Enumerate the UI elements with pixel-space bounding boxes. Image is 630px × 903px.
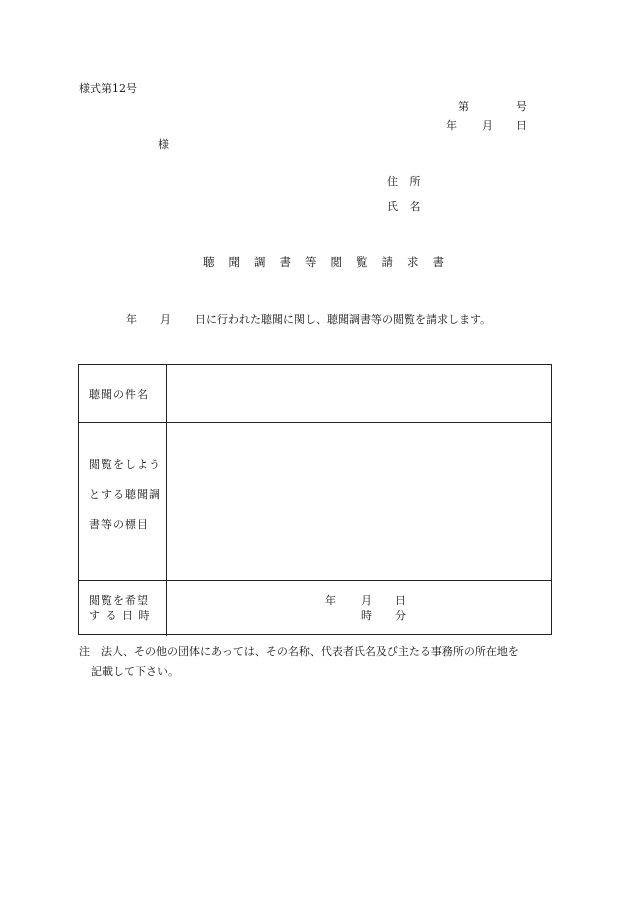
title-char: 書	[432, 255, 444, 269]
label-cell	[79, 581, 167, 636]
addressee-suffix: 様	[158, 138, 169, 151]
request-form-table	[78, 364, 552, 635]
title-char: 請	[381, 255, 393, 269]
datetime-year: 年	[325, 594, 336, 607]
doc-number-go: 号	[516, 100, 527, 113]
date-year: 年	[446, 119, 457, 132]
address-label: 住 所	[387, 175, 425, 188]
date-day: 日	[516, 119, 527, 132]
title-char: 閲	[330, 255, 342, 269]
form-number: 様式第12号	[79, 82, 137, 95]
note-line-2: 記載して下さい。	[91, 665, 179, 678]
label-cell	[79, 423, 167, 580]
datetime-minute: 分	[395, 609, 406, 622]
note-line-1: 注 法人、その他の団体にあっては、その名称、代表者氏名及び主たる事務所の所在地を	[79, 645, 519, 658]
desired-datetime-label-line: 閲覧を希望	[89, 594, 149, 607]
document-titles-label-line: とする聴聞調	[89, 488, 161, 501]
document-titles-label-line: 書等の標目	[89, 518, 149, 531]
case-name-label: 聴聞の件名	[89, 388, 149, 401]
label-cell	[79, 365, 167, 422]
title-char: 覧	[356, 255, 368, 269]
date-month: 月	[482, 119, 493, 132]
doc-number-dai: 第	[458, 100, 469, 113]
table-row-desired-datetime	[79, 581, 551, 636]
datetime-month: 月	[361, 594, 372, 607]
request-sentence: 日に行われた聴聞に関し、聴聞調書等の閲覧を請求します。	[195, 313, 492, 326]
request-year: 年	[126, 313, 137, 326]
document-titles-label-line: 閲覧をしよう	[89, 458, 161, 471]
title-char: 等	[305, 255, 317, 269]
table-row-case-name	[79, 365, 551, 423]
table-row-document-titles	[79, 423, 551, 581]
title-char: 聞	[228, 255, 240, 269]
request-month: 月	[160, 313, 171, 326]
document-title	[203, 257, 444, 269]
datetime-hour: 時	[361, 609, 372, 622]
datetime-day: 日	[395, 594, 406, 607]
title-char: 書	[279, 255, 291, 269]
title-char: 聴	[203, 255, 215, 269]
title-char: 求	[407, 255, 419, 269]
title-char: 調	[254, 255, 266, 269]
desired-datetime-label-line: す る 日 時	[89, 609, 151, 622]
name-label: 氏 名	[387, 200, 425, 213]
